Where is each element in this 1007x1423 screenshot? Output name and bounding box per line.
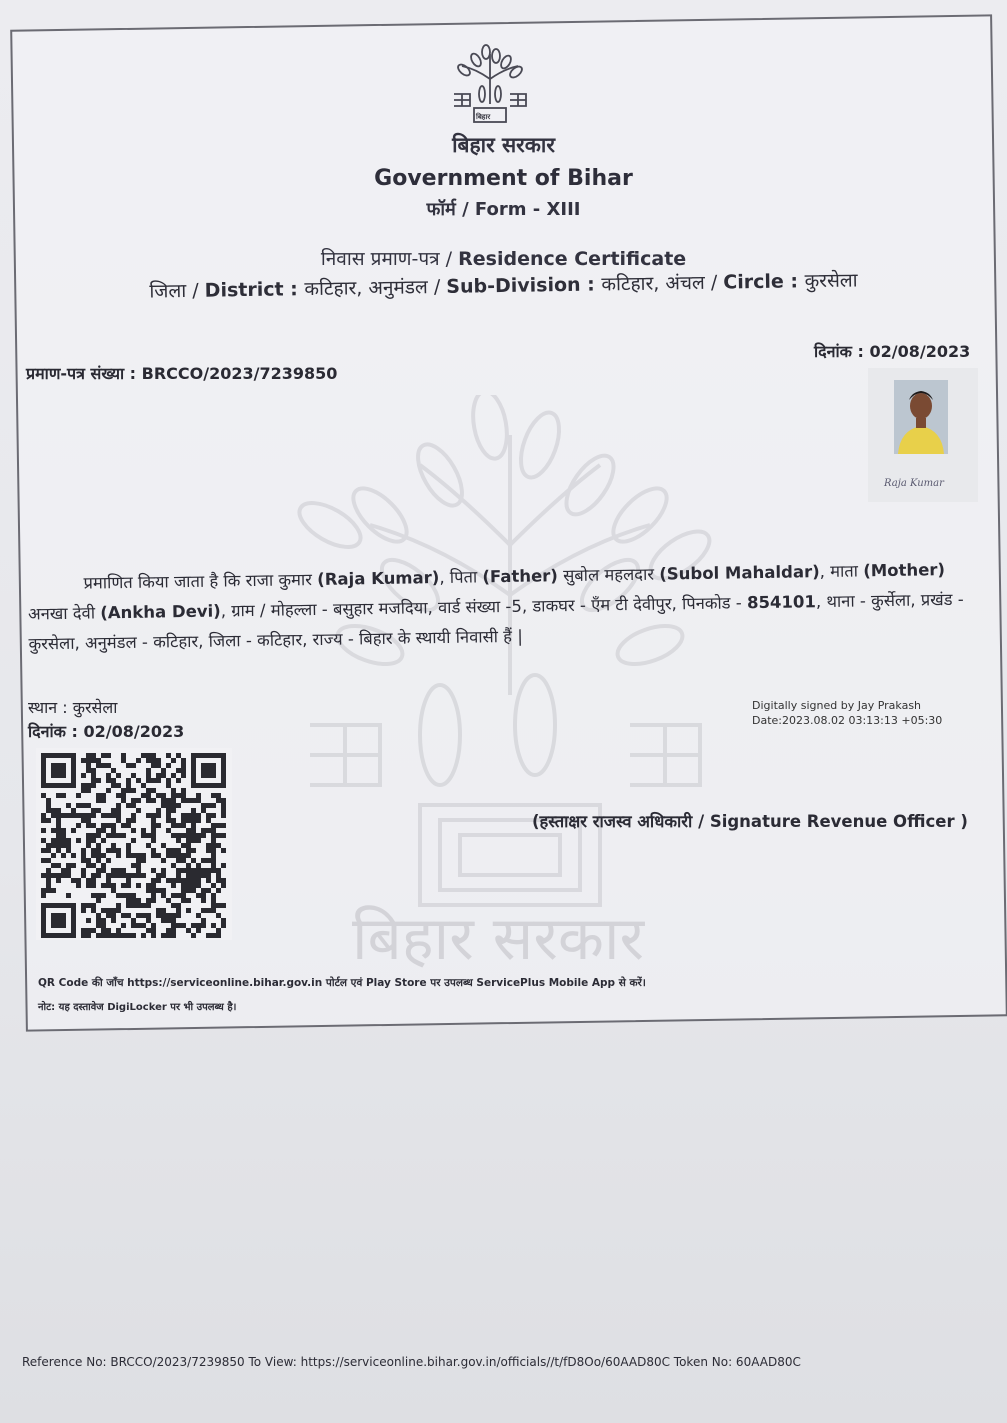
digilocker-note: नोट: यह दस्तावेज DigiLocker पर भी उपलब्ध है।	[38, 1002, 237, 1013]
body-bold-5: (Ankha Devi)	[100, 601, 221, 623]
title-english: Government of Bihar	[374, 166, 633, 191]
title-hindi: बिहार सरकार	[452, 133, 555, 157]
body-text-1: प्रमाणित किया जाता है कि राजा कुमार	[83, 569, 318, 593]
applicant-photo	[894, 380, 948, 454]
body-bold-4: (Mother)	[863, 560, 946, 581]
certificate-number: प्रमाण-पत्र संख्या : BRCCO/2023/7239850	[26, 364, 338, 383]
subdivision-value: कटिहार, अंचल /	[601, 271, 724, 296]
circle-label: Circle :	[723, 270, 805, 294]
watermark-text: बिहार सरकार	[352, 904, 645, 974]
body-bold-6: 854101	[746, 592, 817, 613]
district-label: District :	[204, 278, 305, 302]
form-number: फॉर्म / Form - XIII	[426, 199, 581, 220]
photo-signature: Raja Kumar	[884, 478, 944, 489]
body-text-2: , पिता	[439, 567, 483, 588]
body-bold-3: (Subol Mahaldar)	[659, 562, 820, 584]
emblem-label: बिहार	[476, 113, 491, 121]
issue-date-bottom: दिनांक : 02/08/2023	[28, 722, 185, 741]
qr-code[interactable]	[36, 748, 232, 940]
body-text-3: सुबोल महलदार	[557, 564, 660, 586]
issue-date-top: दिनांक : 02/08/2023	[814, 342, 971, 361]
body-text-6: , ग्राम / मोहल्ला - बसुहार मजदिया, वार्ड संख्या -5, डाकघर - एँम टी देवीपुर, पिनकोड -	[220, 593, 748, 621]
subdivision-label: Sub-Division :	[446, 273, 602, 298]
district-prefix: जिला /	[149, 279, 205, 303]
certificate-title-english: Residence Certificate	[458, 248, 687, 270]
body-text-5: अनखा देवी	[27, 603, 101, 624]
digital-signature-name: Digitally signed by Jay Prakash	[752, 699, 922, 712]
body-bold-1: (Raja Kumar)	[317, 568, 440, 589]
signature-revenue-officer: (हस्ताक्षर राजस्व अधिकारी / Signature Revenue Officer )	[532, 812, 968, 831]
qr-verification-note: QR Code की जाँच https://serviceonline.bihar.gov.in पोर्टल एवं Play Store पर उपलब्ध ServicePlus Mobile App से करें।	[38, 977, 646, 989]
certificate-title-hindi: निवास प्रमाण-पत्र /	[320, 248, 459, 270]
body-text-7: , थाना - कुर्सेला, प्रखंड - कुरसेला, अनुमंडल - कटिहार, जिला - कटिहार, राज्य - बिहार के स्थायी निवासी हैं |	[28, 589, 964, 654]
circle-value: कुरसेला	[804, 269, 858, 293]
digital-signature	[752, 698, 942, 728]
reference-number: Reference No: BRCCO/2023/7239850 To View: https://serviceonline.bihar.gov.in/officials//t/fD8Oo/60AAD80C Token No: 60AAD80C	[22, 1355, 801, 1369]
certificate-body	[27, 554, 986, 659]
place: स्थान : कुरसेला	[28, 698, 118, 717]
digital-signature-date: Date:2023.08.02 03:13:13 +05:30	[752, 714, 943, 727]
body-text-4: , माता	[819, 561, 864, 582]
body-bold-2: (Father)	[482, 566, 559, 587]
district-value: कटिहार, अनुमंडल /	[304, 275, 447, 301]
